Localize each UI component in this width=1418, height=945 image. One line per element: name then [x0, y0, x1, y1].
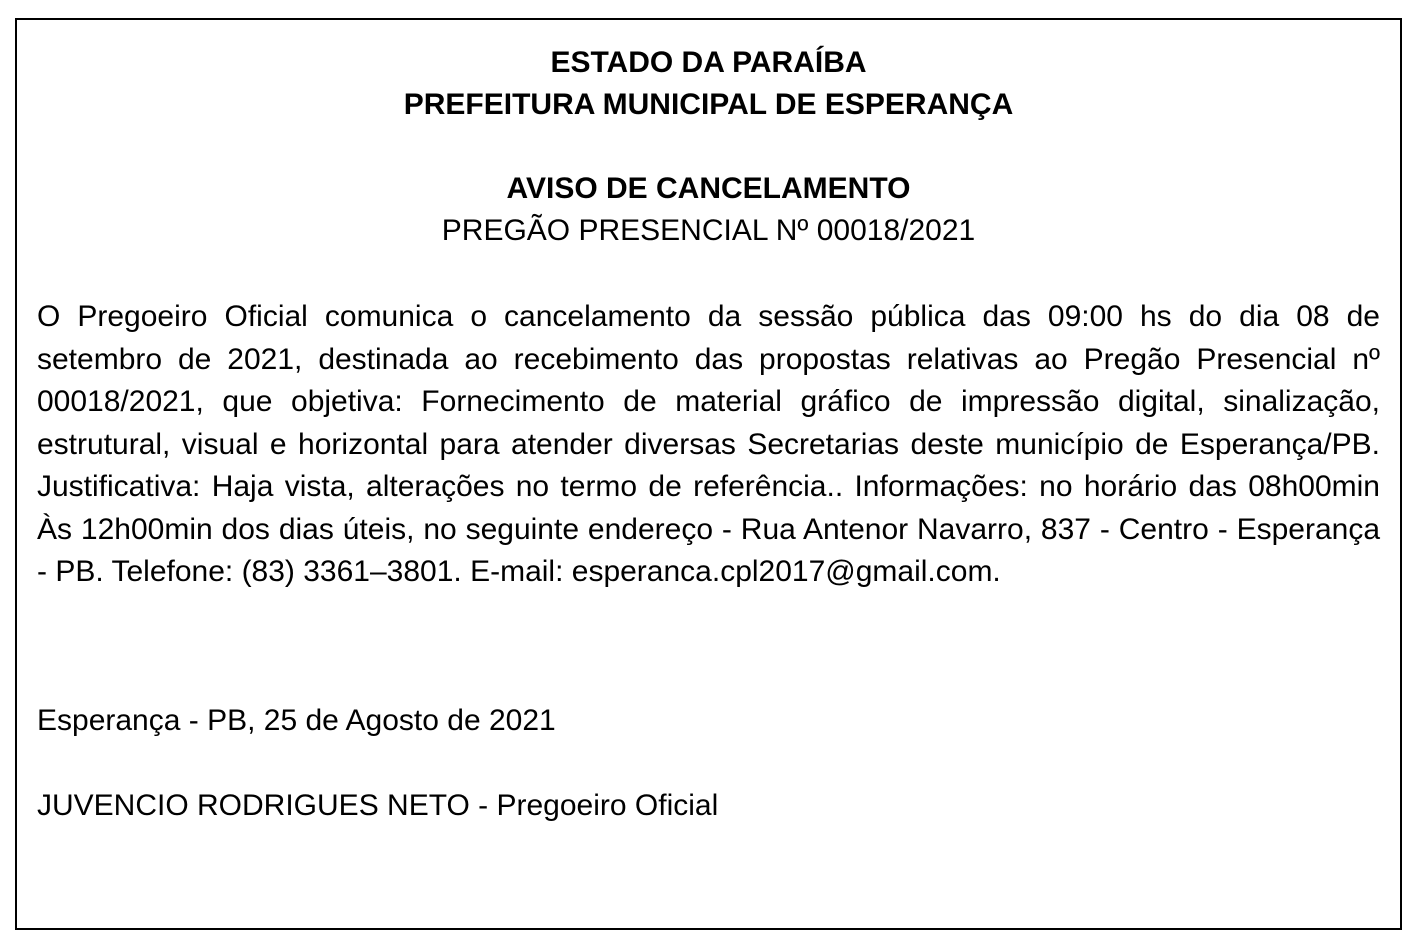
municipality-heading: PREFEITURA MUNICIPAL DE ESPERANÇA — [403, 88, 1014, 121]
notice-header — [17, 42, 1400, 252]
notice-title: AVISO DE CANCELAMENTO — [506, 172, 911, 205]
state-heading: ESTADO DA PARAÍBA — [550, 46, 867, 79]
notice-frame — [15, 18, 1402, 930]
notice-body: O Pregoeiro Oficial comunica o cancelamento da sessão pública das 09:00 hs do dia 08 de setembro de 2021, destinada ao recebimento das propostas relativas ao Pregão Presencial nº 00018/2021, que objetiva: Fornecimento de material gráfico de impressão digital, sinalização, estrutural, visual e horizontal para atender diversas Secretarias deste município de Esperança/PB. Justificativa: Haja vista, alterações no termo de referência.. Informações: no horário das 08h00min Às 12h00min dos dias úteis, no seguinte endereço - Rua Antenor Navarro, 837 - Centro - Esperança - PB. Telefone: (83) 3361–3801. E-mail: esperanca.cpl2017@gmail.com. — [37, 300, 1380, 588]
notice-subtitle: PREGÃO PRESENCIAL Nº 00018/2021 — [441, 214, 976, 247]
signature-line: JUVENCIO RODRIGUES NETO - Pregoeiro Oficial — [37, 789, 719, 822]
dateline: Esperança - PB, 25 de Agosto de 2021 — [37, 704, 556, 737]
